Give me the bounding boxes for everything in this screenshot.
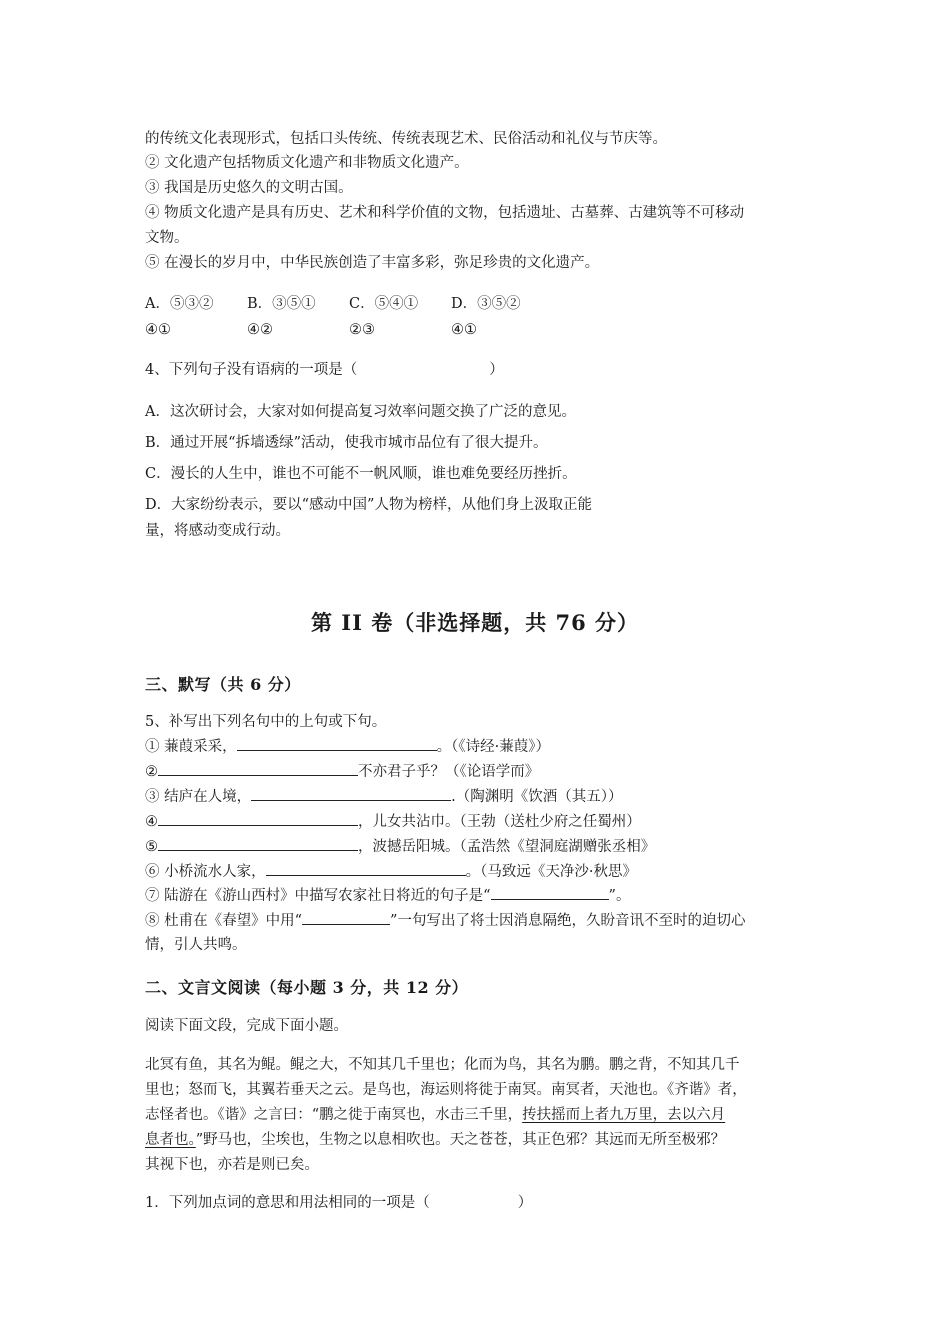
option-c-line-1: C．⑤④①: [349, 296, 419, 312]
answer-blank[interactable]: [158, 761, 358, 776]
recitation-item-8-line-2: 情，引人共鸣。: [145, 937, 247, 953]
recitation-item-2: ② 不亦君子乎？（《论语学而》: [145, 761, 539, 782]
underlined-sentence-end: 息者也。: [145, 1132, 196, 1148]
answer-blank[interactable]: [237, 736, 437, 751]
statement-4-line-2: 文物。: [145, 230, 189, 246]
recitation-item-8-line-1: ⑧ 杜甫在《春望》中用“ ”一句写出了将士因消息隔绝，久盼音讯不至时的迫切心: [145, 910, 745, 931]
underlined-sentence: 抟扶摇而上者九万里，去以六月: [522, 1107, 726, 1123]
passage-line-5: 其视下也，亦若是则已矣。: [145, 1157, 319, 1173]
passage-line-1: 北冥有鱼，其名为鲲。鲲之大，不知其几千里也；化而为鸟，其名为鹏。鹏之背，不知其几千: [145, 1057, 740, 1073]
passage-line-4: 息者也。”野马也，尘埃也，生物之以息相吹也。天之苍苍，其正色邪？其远而无所至极邪？: [145, 1132, 726, 1148]
question-4-option-d-line-2: 量，将感动变成行动。: [145, 523, 290, 539]
recitation-item-4: ④ ，儿女共沾巾。（王勃（送杜少府之任蜀州）: [145, 811, 641, 832]
part-2-title: 第 II 卷（非选择题，共 76 分）: [310, 610, 640, 635]
answer-blank[interactable]: [158, 836, 358, 851]
statement-5: ⑤ 在漫长的岁月中，中华民族创造了丰富多彩，弥足珍贵的文化遗产。: [145, 255, 600, 271]
question-4-option-b: B．通过开展“拆墙透绿”活动，使我市城市品位有了很大提升。: [145, 435, 548, 451]
reading-intro: 阅读下面文段，完成下面小题。: [145, 1018, 348, 1034]
question-4-option-d-line-1: D．大家纷纷表示，要以“感动中国”人物为榜样，从他们身上汲取正能: [145, 497, 592, 513]
question-4-option-c: C．漫长的人生中，谁也不可能不一帆风顺，谁也难免要经历挫折。: [145, 466, 577, 482]
option-b-line-2: ④②: [247, 322, 273, 338]
statement-2: ② 文化遗产包括物质文化遗产和非物质文化遗产。: [145, 155, 469, 171]
answer-blank[interactable]: [491, 885, 609, 900]
passage-line-3: 志怪者也。《谐》之言曰：“鹏之徙于南冥也，水击三千里，抟扶摇而上者九万里，去以六月: [145, 1107, 726, 1123]
section-2-title: 二、文言文阅读（每小题 3 分，共 12 分）: [145, 978, 469, 997]
option-a-line-2: ④①: [145, 322, 171, 338]
question-4-option-a: A．这次研讨会，大家对如何提高复习效率问题交换了广泛的意见。: [145, 404, 576, 420]
statement-3: ③ 我国是历史悠久的文明古国。: [145, 180, 353, 196]
option-c-line-2: ②③: [349, 322, 375, 338]
section-3-title: 三、默写（共 6 分）: [145, 675, 301, 694]
passage-line-2: 里也；怒而飞，其翼若垂天之云。是鸟也，海运则将徙于南冥。南冥者，天池也。《齐谐》者，: [145, 1082, 747, 1098]
option-d-line-2: ④①: [451, 322, 477, 338]
recitation-item-3: ③ 结庐在人境， .（陶渊明《饮酒（其五））: [145, 786, 622, 807]
option-a-line-1: A．⑤③②: [145, 296, 214, 312]
question-4-stem: 4、下列句子没有语病的一项是（ ）: [145, 362, 504, 378]
question-5-stem: 5、补写出下列名句中的上句或下句。: [145, 714, 387, 730]
statement-4-line-1: ④ 物质文化遗产是具有历史、艺术和科学价值的文物，包括遗址、古墓葬、古建筑等不可移动: [145, 205, 745, 221]
option-d-line-1: D．③⑤②: [451, 296, 521, 312]
recitation-item-5: ⑤ ，波撼岳阳城。（孟浩然《望洞庭湖赠张丞相》: [145, 836, 655, 857]
answer-blank[interactable]: [158, 811, 358, 826]
answer-blank[interactable]: [251, 786, 451, 801]
option-b-line-1: B．③⑤①: [247, 296, 316, 312]
answer-blank[interactable]: [266, 861, 466, 876]
recitation-item-1: ① 蒹葭采采， 。（《诗经·蒹葭》）: [145, 736, 550, 757]
answer-blank[interactable]: [302, 910, 390, 925]
recitation-item-6: ⑥ 小桥流水人家， 。（马致远《天净沙·秋思》: [145, 861, 637, 882]
statement-1-continuation: 的传统文化表现形式，包括口头传统、传统表现艺术、民俗活动和礼仪与节庆等。: [145, 131, 667, 147]
question-1-stem: 1．下列加点词的意思和用法相同的一项是（ ）: [145, 1195, 533, 1211]
recitation-item-7: ⑦ 陆游在《游山西村》中描写农家社日将近的句子是“ ”。: [145, 885, 630, 906]
